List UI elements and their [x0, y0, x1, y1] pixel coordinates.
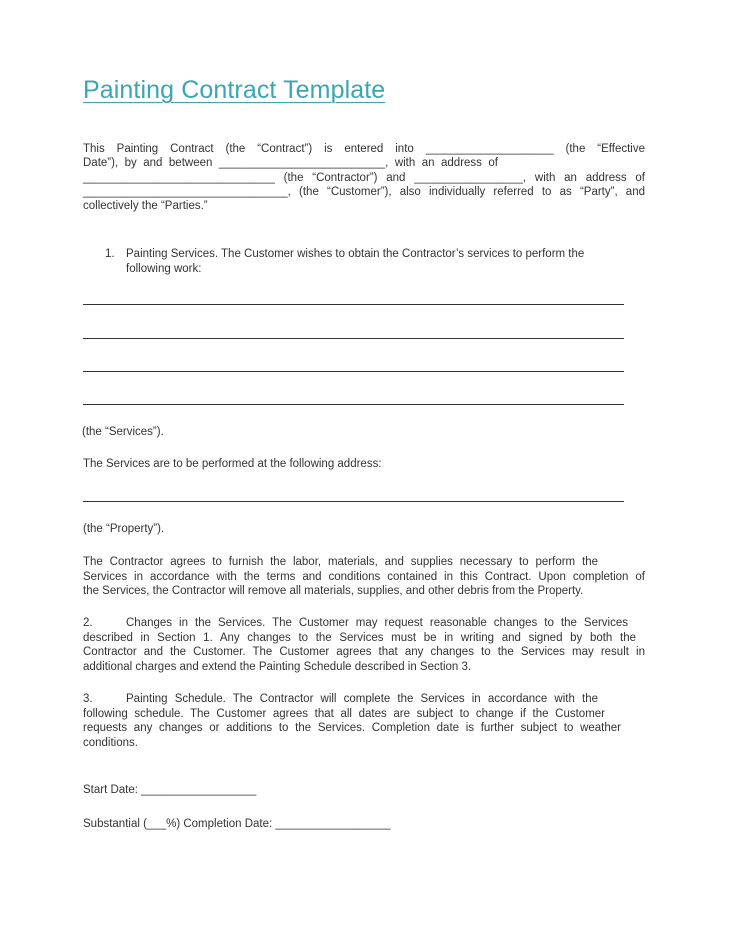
section-3-line-3: requests any changes or additions to the Services. Completion date is further subject to weather: [83, 722, 621, 734]
document-title: Painting Contract Template: [83, 76, 386, 104]
intro-line-1: This Painting Contract (the “Contract”) is entered into ____________________ (the “Effective: [83, 143, 645, 155]
property-blank-line: [83, 501, 624, 502]
section-3-line-4: conditions.: [83, 737, 138, 749]
furnish-line-2: Services in accordance with the terms and conditions contained in this Contract. Upon completion of: [83, 571, 645, 583]
section-1-line-1: Painting Services. The Customer wishes to obtain the Contractor’s services to perform the: [126, 248, 585, 260]
intro-line-5: collectively the “Parties.”: [83, 200, 208, 212]
address-label: The Services are to be performed at the following address:: [83, 458, 382, 470]
section-2-number: 2.: [83, 617, 93, 629]
services-blank-line-4: [83, 404, 624, 405]
furnish-line-1: The Contractor agrees to furnish the labor, materials, and supplies necessary to perform the: [83, 556, 598, 568]
section-2-line-2: described in Section 1. Any changes to the Services must be in writing and signed by both the: [83, 632, 636, 644]
substantial-completion-date-field: Substantial (___%) Completion Date: __________________: [83, 818, 391, 830]
section-2-line-4: additional charges and extend the Painting Schedule described in Section 3.: [83, 661, 472, 673]
start-date-field: Start Date: __________________: [83, 784, 257, 796]
section-1-number: 1.: [105, 248, 115, 260]
intro-line-3: ______________________________ (the “Contractor”) and _________________, with an address of: [83, 172, 645, 184]
property-label: (the “Property”).: [83, 523, 165, 535]
intro-line-2: Date”), by and between __________________________, with an address of: [83, 157, 498, 169]
intro-line-4: ________________________________, (the “Customer”), also individually referred to as “Party”, and: [83, 186, 645, 198]
section-1-line-2: following work:: [126, 263, 202, 275]
section-2-line-1: Changes in the Services. The Customer may request reasonable changes to the Services: [126, 617, 628, 629]
services-blank-line-2: [83, 338, 624, 339]
section-3-number: 3.: [83, 693, 93, 705]
services-blank-line-1: [83, 304, 624, 305]
section-2-line-3: Contractor and the Customer. The Customer agrees that any changes to the Services may result in: [83, 646, 645, 658]
services-label: (the “Services”).: [82, 426, 164, 438]
services-blank-line-3: [83, 371, 624, 372]
section-3-line-1: Painting Schedule. The Contractor will complete the Services in accordance with the: [126, 693, 598, 705]
furnish-line-3: the Services, the Contractor will remove all materials, supplies, and other debris from the Property.: [83, 585, 584, 597]
section-3-line-2: following schedule. The Customer agrees that all dates are subject to change if the Customer: [83, 708, 605, 720]
